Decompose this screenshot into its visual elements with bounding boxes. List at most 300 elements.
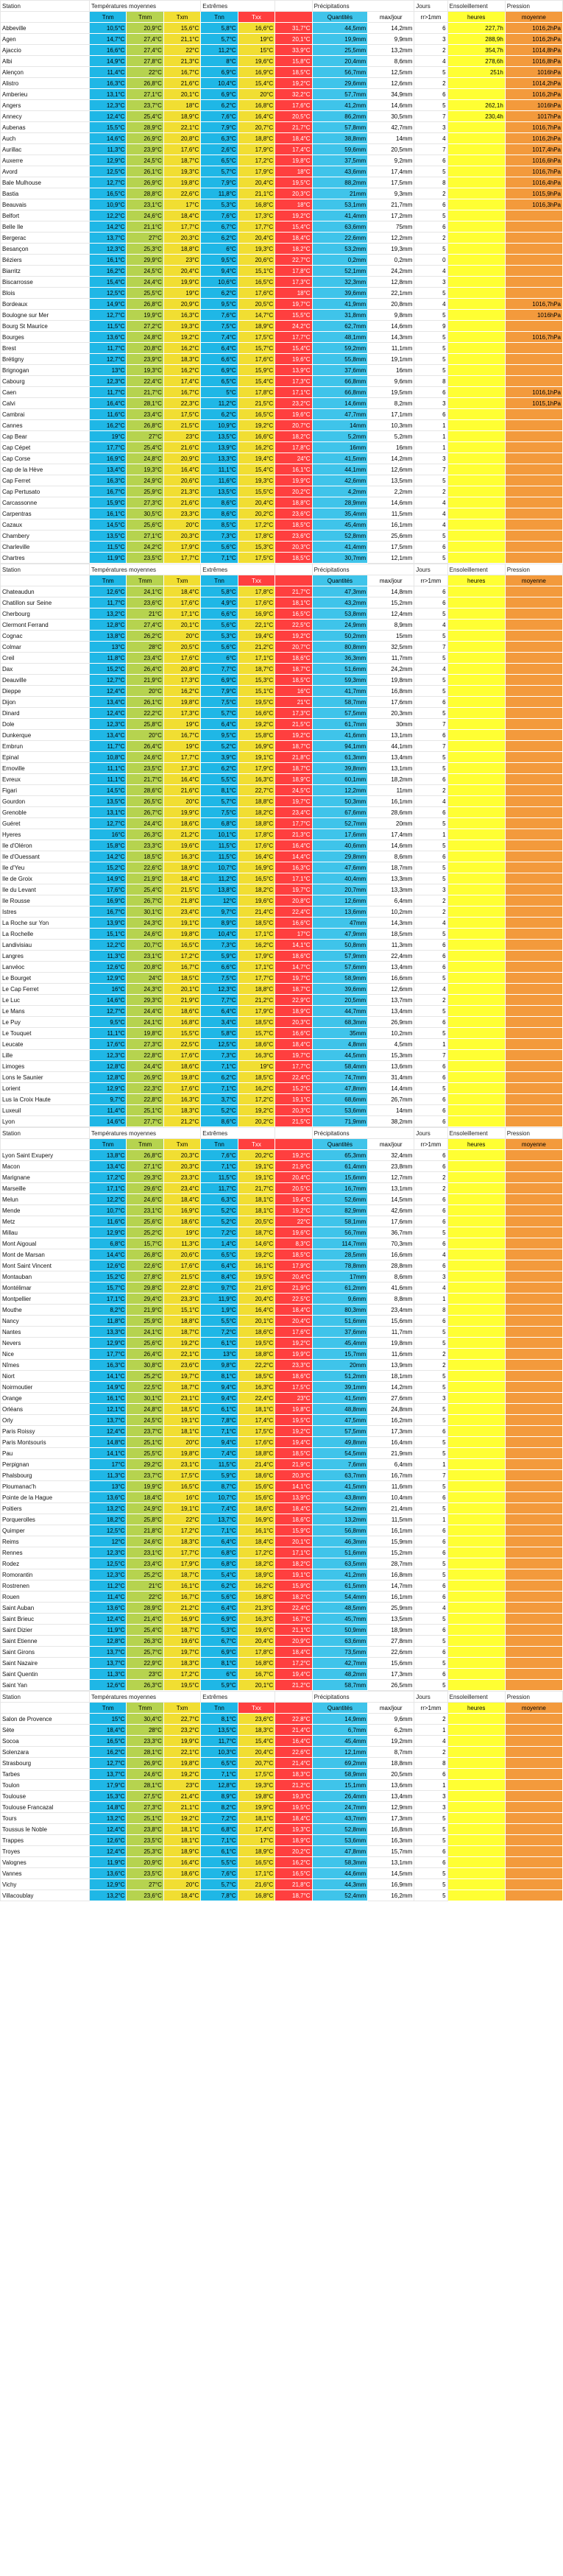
table-cell: 37,5mm: [312, 155, 368, 166]
table-cell: 22,4°C: [127, 376, 163, 387]
station-name: Tours: [1, 1813, 90, 1824]
table-cell: 16,7°C: [163, 1592, 200, 1603]
table-row: [1, 144, 563, 155]
table-cell: 18,6°C: [163, 818, 200, 829]
station-name: Agen: [1, 34, 90, 45]
table-cell: [447, 1470, 505, 1481]
table-cell: 6: [414, 1216, 447, 1227]
table-cell: [505, 642, 562, 653]
table-cell: 12,6mm: [368, 464, 414, 475]
table-cell: 15,7mm: [312, 1349, 368, 1360]
table-cell: 25,4°C: [127, 442, 163, 453]
table-cell: 17,8°C: [275, 442, 312, 453]
table-cell: 52,6mm: [312, 1194, 368, 1205]
table-cell: 7,4°C: [201, 1448, 238, 1459]
table-cell: 10,2mm: [368, 906, 414, 918]
table-cell: 17,1mm: [368, 409, 414, 420]
table-row: [1, 531, 563, 542]
table-row: [1, 918, 563, 929]
table-cell: [447, 1150, 505, 1161]
table-cell: 18°C: [163, 100, 200, 111]
table-cell: 12,9°C: [90, 1338, 127, 1349]
table-cell: 18,5°C: [275, 675, 312, 686]
table-cell: 6,2°C: [201, 233, 238, 244]
table-cell: 16,5°C: [238, 409, 275, 420]
table-cell: 17,6°C: [163, 1260, 200, 1271]
table-cell: [505, 1282, 562, 1294]
table-cell: 18,4°C: [275, 1503, 312, 1514]
table-cell: 12,7°C: [90, 1006, 127, 1017]
table-cell: 7,1°C: [201, 553, 238, 564]
table-cell: 6,8°C: [201, 1824, 238, 1835]
table-cell: 12,1mm: [312, 1747, 368, 1758]
table-cell: 22,1°C: [163, 1349, 200, 1360]
table-cell: 51,6mm: [312, 1316, 368, 1327]
table-cell: 19,9°C: [238, 1802, 275, 1813]
station-name: Reims: [1, 1536, 90, 1547]
table-cell: 19,8°C: [275, 155, 312, 166]
table-cell: 7,6mm: [312, 1459, 368, 1470]
table-cell: 12,9°C: [90, 973, 127, 984]
table-cell: 20mm: [312, 1360, 368, 1371]
table-cell: 19,8°C: [275, 1404, 312, 1415]
table-cell: 17,3mm: [368, 1426, 414, 1437]
station-name: Ile Rousse: [1, 895, 90, 906]
table-cell: 7,6°C: [201, 210, 238, 221]
table-cell: [447, 1271, 505, 1282]
table-cell: 40,6mm: [312, 840, 368, 851]
table-cell: 17,3mm: [368, 1669, 414, 1680]
table-cell: 18,6°C: [163, 1006, 200, 1017]
header-temperatures: Températures moyennes: [90, 1692, 201, 1703]
table-cell: 4: [414, 299, 447, 310]
table-cell: 4: [414, 620, 447, 631]
table-cell: 16,2°C: [163, 365, 200, 376]
table-cell: 11,8°C: [90, 653, 127, 664]
table-cell: 12,6°C: [90, 962, 127, 973]
table-cell: 16,1°C: [238, 1260, 275, 1271]
table-cell: 18,1°C: [275, 597, 312, 608]
station-name: Montpellier: [1, 1294, 90, 1305]
table-cell: 24,2mm: [368, 664, 414, 675]
table-cell: 21,9°C: [275, 1282, 312, 1294]
table-cell: 9,5°C: [201, 255, 238, 266]
table-cell: 5: [414, 840, 447, 851]
table-cell: 41,5mm: [312, 1481, 368, 1492]
table-row: [1, 1083, 563, 1094]
table-cell: 19,5°C: [275, 1415, 312, 1426]
table-cell: 29,4°C: [127, 1294, 163, 1305]
table-cell: 6: [414, 940, 447, 951]
table-cell: [505, 840, 562, 851]
table-cell: [447, 1437, 505, 1448]
table-row: [1, 730, 563, 741]
station-name: Albi: [1, 56, 90, 67]
station-name: Trappes: [1, 1835, 90, 1846]
table-cell: [447, 895, 505, 906]
table-cell: 18,2°C: [238, 1558, 275, 1569]
table-cell: 23,1°C: [127, 951, 163, 962]
table-cell: 14,4°C: [275, 851, 312, 862]
table-cell: [447, 166, 505, 177]
table-cell: 18,2mm: [368, 774, 414, 785]
table-cell: 23,9°C: [127, 144, 163, 155]
table-cell: 17,2°C: [163, 951, 200, 962]
table-row: [1, 519, 563, 531]
table-cell: 9,7°C: [90, 1094, 127, 1105]
table-cell: 12,8°C: [201, 1780, 238, 1791]
table-cell: 3: [414, 453, 447, 464]
table-cell: 19,9°C: [163, 277, 200, 288]
table-cell: 43,7mm: [312, 1813, 368, 1824]
table-cell: 18,6°C: [238, 1327, 275, 1338]
table-cell: 5,4°C: [201, 1569, 238, 1580]
table-cell: 1: [414, 1039, 447, 1050]
station-name: Nevers: [1, 1338, 90, 1349]
station-name: Limoges: [1, 1061, 90, 1072]
table-row: [1, 409, 563, 420]
table-cell: 21,6°C: [163, 78, 200, 89]
station-name: Chatillon sur Seine: [1, 597, 90, 608]
table-cell: 3: [414, 1791, 447, 1802]
table-cell: 5: [414, 210, 447, 221]
station-name: Angers: [1, 100, 90, 111]
table-row: [1, 1536, 563, 1547]
table-cell: 5: [414, 1658, 447, 1669]
table-cell: 6: [414, 1769, 447, 1780]
table-cell: 7: [414, 111, 447, 122]
table-row: [1, 1183, 563, 1194]
table-cell: 19,2°C: [163, 1338, 200, 1349]
station-name: Poitiers: [1, 1503, 90, 1514]
table-cell: [447, 675, 505, 686]
table-cell: 73,5mm: [312, 1647, 368, 1658]
table-cell: 39,6mm: [312, 288, 368, 299]
table-cell: 19,2°C: [238, 719, 275, 730]
table-cell: 13,4°C: [90, 730, 127, 741]
table-row: [1, 1879, 563, 1890]
table-cell: 17,6°C: [163, 1050, 200, 1061]
table-cell: 17,2°C: [238, 1094, 275, 1105]
table-cell: [505, 1625, 562, 1636]
table-cell: 44,5mm: [312, 23, 368, 34]
table-cell: 12,2°C: [90, 1194, 127, 1205]
table-cell: 18,2°C: [90, 1514, 127, 1525]
table-cell: 21,7°C: [127, 387, 163, 398]
header-blank: [275, 1128, 312, 1139]
table-cell: 18,9°C: [238, 321, 275, 332]
table-cell: 20,8°C: [127, 343, 163, 354]
table-cell: 17,4°C: [275, 144, 312, 155]
table-cell: [447, 1006, 505, 1017]
table-cell: 11,1°C: [90, 774, 127, 785]
table-cell: 17,2°C: [238, 155, 275, 166]
table-cell: 8: [414, 177, 447, 188]
table-cell: 16,1mm: [368, 1525, 414, 1536]
table-cell: 20,4°C: [275, 1172, 312, 1183]
table-row: [1, 310, 563, 321]
table-cell: [505, 1316, 562, 1327]
table-cell: [505, 973, 562, 984]
table-cell: 26,3°C: [127, 829, 163, 840]
table-row: [1, 1503, 563, 1514]
table-row: [1, 1714, 563, 1725]
table-cell: 30,4°C: [127, 1714, 163, 1725]
table-cell: [505, 1536, 562, 1547]
table-cell: 6: [414, 1547, 447, 1558]
table-cell: 21,4°C: [238, 906, 275, 918]
table-cell: [447, 608, 505, 620]
table-cell: [447, 442, 505, 453]
table-cell: 1015,9hPa: [505, 188, 562, 199]
table-cell: [447, 851, 505, 862]
table-cell: 19,8°C: [163, 929, 200, 940]
table-cell: 82,9mm: [312, 1205, 368, 1216]
table-cell: 25,4°C: [127, 884, 163, 895]
table-row: [1, 1393, 563, 1404]
table-row: [1, 796, 563, 807]
table-cell: 8,4°C: [201, 1271, 238, 1282]
table-cell: 29,8°C: [127, 1282, 163, 1294]
table-cell: [505, 1105, 562, 1116]
table-cell: 17,4°C: [163, 376, 200, 387]
station-name: Carcassonne: [1, 497, 90, 508]
table-cell: 6: [414, 89, 447, 100]
table-cell: 24,9°C: [127, 1503, 163, 1514]
table-cell: 11,1°C: [90, 1028, 127, 1039]
station-name: Saint Etienne: [1, 1636, 90, 1647]
station-name: Valognes: [1, 1857, 90, 1868]
table-cell: [505, 1470, 562, 1481]
table-cell: 20,3°C: [275, 542, 312, 553]
table-cell: 17,3°C: [275, 376, 312, 387]
subheader-cell: heures: [447, 1703, 505, 1714]
table-cell: 15,7mm: [368, 1846, 414, 1857]
table-cell: 43,6mm: [312, 166, 368, 177]
station-name: Le Cap Ferret: [1, 984, 90, 995]
table-cell: [505, 1061, 562, 1072]
table-cell: 17,1°C: [275, 873, 312, 884]
table-row: [1, 1725, 563, 1736]
table-cell: 19,7°C: [275, 884, 312, 895]
table-cell: 16°C: [90, 829, 127, 840]
station-name: Lanvéoc: [1, 962, 90, 973]
table-cell: 13,7mm: [368, 995, 414, 1006]
table-cell: 18,7°C: [275, 664, 312, 675]
table-cell: 14,6°C: [90, 1116, 127, 1127]
table-cell: [447, 497, 505, 508]
table-cell: [447, 210, 505, 221]
table-cell: [447, 144, 505, 155]
table-cell: 16,2°C: [163, 343, 200, 354]
table-cell: [447, 1558, 505, 1569]
table-cell: [447, 1282, 505, 1294]
table-cell: 2: [414, 486, 447, 497]
station-name: Hyeres: [1, 829, 90, 840]
table-cell: 18,6°C: [238, 1470, 275, 1481]
table-cell: 18,6°C: [238, 1503, 275, 1514]
table-cell: [447, 365, 505, 376]
table-cell: 20,5°C: [275, 111, 312, 122]
table-cell: 17mm: [312, 1271, 368, 1282]
table-cell: 16°C: [90, 984, 127, 995]
table-row: [1, 1426, 563, 1437]
table-cell: [505, 1647, 562, 1658]
table-cell: 20,9°C: [127, 23, 163, 34]
table-cell: [505, 409, 562, 420]
table-cell: 12,6mm: [312, 895, 368, 906]
table-cell: 23,7°C: [127, 100, 163, 111]
table-cell: 28°C: [127, 1725, 163, 1736]
station-name: La Roche sur Yon: [1, 918, 90, 929]
table-cell: 11,9°C: [201, 1294, 238, 1305]
station-name: Rennes: [1, 1547, 90, 1558]
table-cell: [505, 1116, 562, 1127]
table-cell: 21,5°C: [238, 398, 275, 409]
table-cell: 21,2°C: [163, 1116, 200, 1127]
table-row: [1, 1338, 563, 1349]
table-cell: [447, 1415, 505, 1426]
table-cell: 10,7°C: [201, 862, 238, 873]
table-row: [1, 553, 563, 564]
table-row: [1, 244, 563, 255]
table-cell: [447, 1736, 505, 1747]
table-cell: 5: [414, 1006, 447, 1017]
table-row: [1, 895, 563, 906]
station-name: Lus la Croix Haute: [1, 1094, 90, 1105]
table-cell: 21,9°C: [127, 675, 163, 686]
table-cell: [447, 620, 505, 631]
table-cell: 12,1mm: [368, 553, 414, 564]
table-cell: 29,2°C: [127, 1459, 163, 1470]
table-cell: [505, 719, 562, 730]
table-cell: 6,8°C: [90, 1238, 127, 1249]
table-cell: 19,8°C: [163, 1072, 200, 1083]
table-cell: [505, 1492, 562, 1503]
table-cell: [505, 1791, 562, 1802]
table-cell: 13,1mm: [368, 763, 414, 774]
table-cell: 74,7mm: [312, 1072, 368, 1083]
table-cell: 5: [414, 675, 447, 686]
table-cell: 4,2mm: [312, 486, 368, 497]
station-name: Ile d'Ouessant: [1, 851, 90, 862]
table-cell: 17°C: [275, 929, 312, 940]
table-cell: [505, 1426, 562, 1437]
table-cell: 278,6h: [447, 56, 505, 67]
table-cell: 12,2°C: [90, 210, 127, 221]
table-cell: 26,8°C: [127, 78, 163, 89]
table-cell: 18,8°C: [238, 984, 275, 995]
table-cell: 23,3°C: [275, 1360, 312, 1371]
table-cell: 15,2mm: [368, 597, 414, 608]
table-cell: 18,8°C: [238, 818, 275, 829]
table-cell: 18,8°C: [275, 497, 312, 508]
table-cell: 23,1°C: [127, 1205, 163, 1216]
table-row: [1, 1061, 563, 1072]
table-cell: [447, 1780, 505, 1791]
table-row: [1, 620, 563, 631]
table-cell: 26,2°C: [127, 631, 163, 642]
table-cell: [447, 873, 505, 884]
table-cell: 12,7mm: [368, 1172, 414, 1183]
table-cell: 1016,4hPa: [505, 177, 562, 188]
table-cell: 17,5°C: [163, 1470, 200, 1481]
table-cell: 2,6°C: [201, 144, 238, 155]
table-cell: 22,6°C: [127, 1260, 163, 1271]
table-cell: 19,3°C: [238, 1780, 275, 1791]
table-cell: 17,7°C: [275, 1061, 312, 1072]
table-row: [1, 233, 563, 244]
table-cell: 18,6°C: [275, 951, 312, 962]
table-cell: [505, 1294, 562, 1305]
table-cell: 19,4°C: [275, 1194, 312, 1205]
table-row: [1, 1194, 563, 1205]
table-cell: 11,7°C: [90, 597, 127, 608]
table-row: [1, 56, 563, 67]
table-cell: 6,3°C: [201, 133, 238, 144]
table-cell: 21,4°C: [275, 1725, 312, 1736]
table-cell: 17,6°C: [238, 1437, 275, 1448]
table-cell: 17,9°C: [163, 542, 200, 553]
table-cell: 35,4mm: [312, 508, 368, 519]
table-cell: 16,1mm: [368, 519, 414, 531]
table-cell: [447, 642, 505, 653]
table-cell: 28,6mm: [368, 807, 414, 818]
table-cell: [447, 177, 505, 188]
table-cell: 20,1°C: [163, 89, 200, 100]
table-cell: 24°C: [275, 453, 312, 464]
table-cell: 17,9°C: [238, 763, 275, 774]
table-cell: 15,4°C: [90, 277, 127, 288]
table-row: [1, 1205, 563, 1216]
table-cell: [447, 741, 505, 752]
table-cell: 26,8°C: [127, 420, 163, 431]
table-cell: [505, 829, 562, 840]
table-cell: 11,6°C: [201, 475, 238, 486]
table-cell: 16mm: [368, 365, 414, 376]
table-row: [1, 785, 563, 796]
table-cell: 27,3°C: [127, 497, 163, 508]
table-cell: 3: [414, 1393, 447, 1404]
table-row: [1, 1294, 563, 1305]
table-cell: [505, 1360, 562, 1371]
table-cell: 18,8°C: [238, 1349, 275, 1360]
table-cell: 1: [414, 1780, 447, 1791]
station-name: Mont Aigoual: [1, 1238, 90, 1249]
table-cell: 1017hPa: [505, 111, 562, 122]
table-cell: 17,7°C: [238, 221, 275, 233]
table-row: [1, 332, 563, 343]
table-cell: [505, 951, 562, 962]
table-cell: 22,8°C: [163, 1282, 200, 1294]
table-cell: 36,3mm: [312, 653, 368, 664]
table-cell: 27,5°C: [127, 1791, 163, 1802]
table-cell: 12,7°C: [90, 1758, 127, 1769]
station-name: Orléans: [1, 1404, 90, 1415]
table-cell: 0,2mm: [368, 255, 414, 266]
table-cell: 10,3°C: [201, 1747, 238, 1758]
table-cell: 23,1°C: [127, 199, 163, 210]
table-cell: 30,8°C: [127, 1360, 163, 1371]
table-cell: [447, 1426, 505, 1437]
table-cell: [505, 1558, 562, 1569]
table-cell: [447, 1028, 505, 1039]
table-cell: 25,4°C: [127, 1625, 163, 1636]
table-cell: [505, 752, 562, 763]
table-cell: 6: [414, 1669, 447, 1680]
table-cell: 18,3°C: [163, 1658, 200, 1669]
table-cell: 15,3°C: [238, 675, 275, 686]
